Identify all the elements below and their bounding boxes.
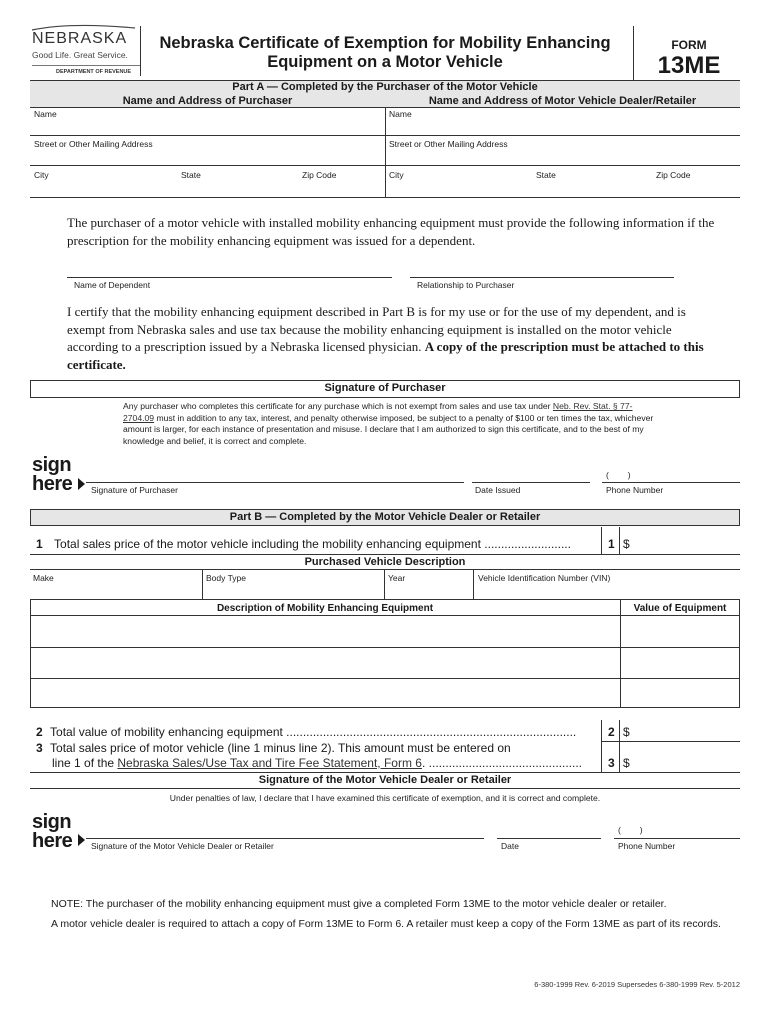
sign-arrow-icon bbox=[78, 834, 85, 846]
purchaser-signature-heading: Signature of Purchaser bbox=[324, 382, 446, 394]
purchaser-signature-label: Signature of Purchaser bbox=[91, 485, 178, 495]
purchaser-address-heading: Name and Address of Purchaser bbox=[122, 95, 293, 107]
dealer-name-field[interactable] bbox=[385, 107, 740, 135]
body-type-field[interactable] bbox=[202, 582, 384, 598]
dependent-name-label: Name of Dependent bbox=[74, 280, 151, 290]
line-2-number: 2 bbox=[36, 725, 43, 739]
title-line-1: Nebraska Certificate of Exemption for Mobility Enhancing bbox=[159, 34, 611, 52]
line-3-number: 3 bbox=[36, 741, 43, 755]
dealer-zip-label: Zip Code bbox=[656, 170, 691, 180]
equipment-value-cell[interactable] bbox=[621, 679, 740, 708]
make-field[interactable] bbox=[30, 582, 202, 598]
line-3-box: 3 bbox=[608, 756, 615, 770]
dealer-signature-field[interactable] bbox=[86, 818, 484, 838]
purchaser-zip-label: Zip Code bbox=[302, 170, 337, 180]
vehicle-description-heading: Purchased Vehicle Description bbox=[304, 556, 466, 568]
note-purchaser: NOTE: The purchaser of the mobility enhancing equipment must give a completed Form 13ME to the motor vehicle dealer or retailer. bbox=[51, 898, 667, 910]
equipment-value-cell[interactable] bbox=[621, 648, 740, 678]
dealer-address-heading: Name and Address of Motor Vehicle Dealer/Retailer bbox=[428, 95, 697, 107]
part-a-heading: Part A — Completed by the Purchaser of the Motor Vehicle bbox=[232, 81, 538, 93]
purchaser-name-label: Name bbox=[34, 109, 57, 119]
form-title bbox=[146, 34, 624, 72]
dealer-declaration: Under penalties of law, I declare that I have examined this certificate of exemption, and it is correct and complete. bbox=[169, 793, 601, 803]
dealer-phone-label: Phone Number bbox=[618, 841, 676, 851]
form-6-link[interactable]: Nebraska Sales/Use Tax and Tire Fee Statement, Form 6 bbox=[117, 756, 422, 770]
revision-footer: 6-380-1999 Rev. 6-2019 Supersedes 6-380-1999 Rev. 5-2012 bbox=[534, 980, 740, 989]
line-1-number: 1 bbox=[36, 537, 43, 551]
purchaser-name-field[interactable] bbox=[30, 107, 385, 135]
form-number: 13ME bbox=[657, 52, 721, 79]
equipment-value-heading: Value of Equipment bbox=[633, 603, 727, 614]
penalty-text bbox=[123, 401, 655, 447]
title-line-2: Equipment on a Motor Vehicle bbox=[267, 53, 503, 71]
vin-label: Vehicle Identification Number (VIN) bbox=[478, 573, 611, 583]
body-type-label: Body Type bbox=[206, 573, 247, 583]
dealer-street-field[interactable] bbox=[385, 135, 740, 165]
purchaser-city-field[interactable] bbox=[30, 165, 385, 197]
dealer-date-field[interactable] bbox=[497, 818, 601, 838]
line-2-amount-field[interactable] bbox=[634, 721, 740, 741]
dealer-signature-heading: Signature of the Motor Vehicle Dealer or Retailer bbox=[258, 774, 512, 786]
dependent-instructions: The purchaser of a motor vehicle with installed mobility enhancing equipment must provide the following information if the prescription for the mobility enhancing equipment was issued for a dependent. bbox=[67, 215, 715, 248]
dealer-date-label: Date bbox=[501, 841, 519, 851]
dealer-city-label: City bbox=[389, 170, 404, 180]
line-1 bbox=[36, 537, 571, 551]
dealer-name-label: Name bbox=[389, 109, 412, 119]
purchaser-state-label: State bbox=[181, 170, 201, 180]
year-label: Year bbox=[388, 573, 406, 583]
line-3-amount-field[interactable] bbox=[634, 750, 740, 770]
line-3-text-b: line 1 of the bbox=[52, 756, 115, 770]
line-2-dollar: $ bbox=[623, 725, 630, 739]
nebraska-logo bbox=[30, 22, 142, 80]
line-2-text: Total value of mobility enhancing equipment ....................................................................................... bbox=[50, 725, 577, 739]
here-word: here bbox=[32, 473, 73, 495]
year-field[interactable] bbox=[384, 582, 473, 598]
logo-department: DEPARTMENT OF REVENUE bbox=[56, 69, 132, 75]
vin-field[interactable] bbox=[473, 582, 740, 598]
sign-word: sign bbox=[32, 454, 72, 476]
dealer-city-field[interactable] bbox=[385, 165, 740, 197]
line-3-leader: . .............................................. bbox=[421, 756, 583, 770]
relationship-label: Relationship to Purchaser bbox=[417, 280, 515, 290]
line-1-text: Total sales price of the motor vehicle including the mobility enhancing equipment .......................... bbox=[54, 537, 571, 551]
purchaser-street-label: Street or Other Mailing Address bbox=[34, 139, 153, 149]
line-3-dollar: $ bbox=[623, 756, 630, 770]
certification-text bbox=[67, 303, 717, 373]
logo-tagline: Good Life. Great Service. bbox=[32, 50, 128, 60]
line-2-box: 2 bbox=[608, 725, 615, 739]
equipment-row[interactable] bbox=[30, 679, 620, 708]
part-b-heading: Part B — Completed by the Motor Vehicle Dealer or Retailer bbox=[229, 511, 541, 523]
dealer-phone-parens: ( ) bbox=[618, 825, 643, 835]
penalty-intro: Any purchaser who completes this certificate for any purchase which is not exempt from sales and use tax under bbox=[123, 401, 551, 411]
line-3-text-a: Total sales price of motor vehicle (line 1 minus line 2). This amount must be entered on bbox=[50, 741, 511, 755]
equipment-row[interactable] bbox=[30, 648, 620, 678]
dealer-signature-label: Signature of the Motor Vehicle Dealer or Retailer bbox=[91, 841, 274, 851]
date-issued-label: Date Issued bbox=[475, 485, 521, 495]
dealer-state-label: State bbox=[536, 170, 556, 180]
purchaser-phone-label: Phone Number bbox=[606, 485, 664, 495]
relationship-field[interactable] bbox=[410, 262, 674, 278]
sign-here-label bbox=[32, 456, 72, 494]
equipment-value-cell[interactable] bbox=[621, 616, 740, 647]
sign-word: sign bbox=[32, 811, 72, 833]
certification-body: I certify that the mobility enhancing equipment described in Part B is for my use or for the use of my dependent, and is exempt from Nebraska sales and use tax because the mobility enhancing equipment is installed on the motor vehicle according to a prescription issued by a Nebraska licensed physician. bbox=[67, 304, 686, 354]
purchaser-street-field[interactable] bbox=[30, 135, 385, 165]
dependent-name-field[interactable] bbox=[67, 262, 392, 278]
dealer-sign-here-label bbox=[32, 813, 72, 851]
line-1-amount-field[interactable] bbox=[634, 530, 740, 552]
line-1-box: 1 bbox=[608, 537, 615, 551]
here-word: here bbox=[32, 830, 73, 852]
purchaser-signature-field[interactable] bbox=[86, 462, 464, 482]
purchaser-city-label: City bbox=[34, 170, 49, 180]
line-2 bbox=[36, 725, 576, 739]
equipment-description-heading: Description of Mobility Enhancing Equipment bbox=[216, 603, 434, 614]
logo-name: NEBRASKA bbox=[32, 30, 128, 47]
form-label: FORM bbox=[671, 38, 707, 52]
line-3 bbox=[36, 741, 582, 771]
date-issued-field[interactable] bbox=[472, 462, 590, 482]
penalty-detail: must in addition to any tax, interest, and penalty otherwise imposed, be subject to a penalty of $100 or ten times the tax, whichever amount is larger, for each instance of presentation and misuse. I declare that I am authorized to sign this certificate, and to the best of my knowledge and belief, it is correct and complete. bbox=[123, 412, 654, 446]
equipment-row[interactable] bbox=[30, 616, 620, 647]
make-label: Make bbox=[33, 573, 54, 583]
statute-link[interactable]: Neb. Rev. Stat. § 77-2704.09 bbox=[123, 401, 633, 423]
purchaser-phone-parens: ( ) bbox=[606, 470, 631, 480]
note-dealer: A motor vehicle dealer is required to attach a copy of Form 13ME to Form 6. A retailer must keep a copy of the Form 13ME as part of its records. bbox=[51, 918, 721, 930]
sign-arrow-icon bbox=[78, 478, 85, 490]
line-1-dollar: $ bbox=[623, 537, 630, 551]
dealer-street-label: Street or Other Mailing Address bbox=[389, 139, 508, 149]
certification-bold-note: A copy of the prescription must be attached to this certificate. bbox=[67, 339, 704, 372]
